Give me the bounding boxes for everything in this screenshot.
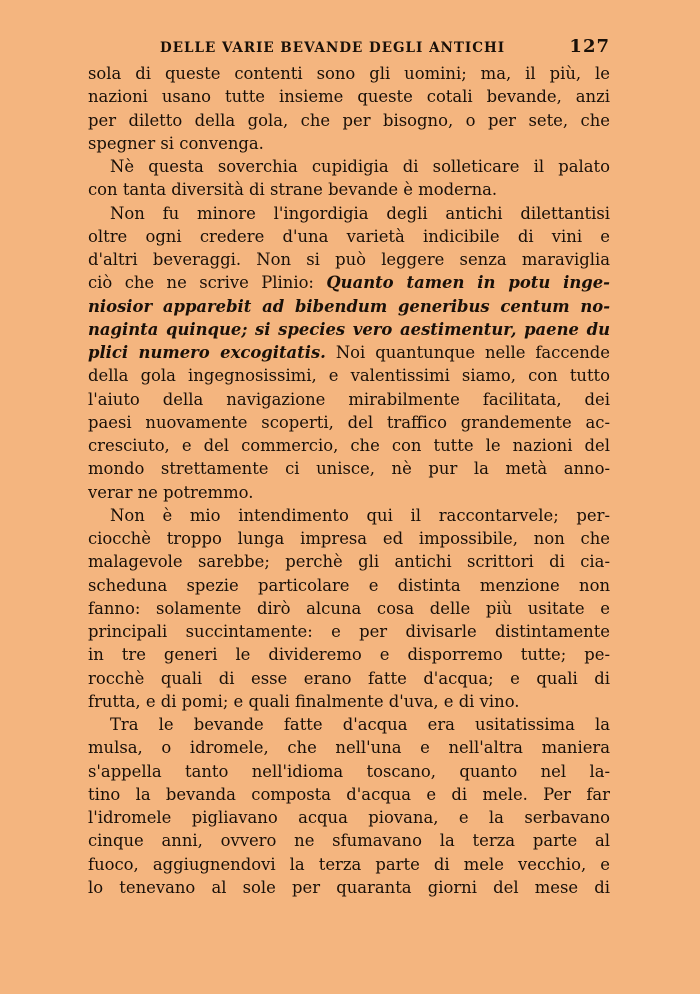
text-run: ciocchè troppo lunga impresa ed impossibile, non che (88, 529, 610, 548)
text-run: mulsa, o idromele, che nell'una e nell'altra maniera (88, 738, 610, 758)
text-line (88, 318, 610, 341)
text-line (88, 411, 610, 434)
latin-quote: plici numero excogitatis. (88, 343, 326, 362)
latin-quote: naginta quinque; si species vero aestimentur, paene du (88, 319, 610, 339)
text-run: Noi quantunque nelle faccende (325, 343, 610, 362)
text-run: verar ne potremmo. (88, 482, 254, 502)
text-run: scheduna spezie particolare e distinta menzione non (88, 575, 610, 595)
text-line (88, 271, 610, 294)
text-run: nazioni usano tutte insieme queste cotali bevande, anzi (88, 87, 610, 107)
text-run: della gola ingegnosissimi, e valentissimi siamo, con tutto (88, 366, 610, 386)
text-line (88, 62, 610, 85)
text-line (88, 202, 610, 225)
text-run: l'aiuto della navigazione mirabilmente facilitata, dei (88, 389, 610, 409)
text-run: lo tenevano al sole per quaranta giorni del mese di (88, 877, 610, 897)
body-text (88, 62, 610, 899)
text-line (88, 667, 610, 690)
page-header (160, 38, 610, 60)
text-line (88, 574, 610, 597)
text-line (88, 597, 610, 620)
text-run: d'altri beveraggi. Non si può leggere senza maraviglia (88, 250, 610, 269)
text-line (88, 248, 610, 271)
text-line (88, 620, 610, 643)
text-line (88, 341, 610, 364)
text-run: oltre ogni credere d'una varietà indicibile di vini e (88, 226, 610, 246)
text-line (88, 783, 610, 806)
text-line (88, 295, 610, 318)
text-line (88, 388, 610, 411)
latin-quote: niosior apparebit ad bibendum generibus centum no- (88, 296, 610, 316)
latin-quote: Quanto tamen in potu inge- (326, 273, 610, 293)
text-run: paesi nuovamente scoperti, del traffico grandemente ac- (88, 412, 610, 432)
text-run: Tra le bevande fatte d'acqua era usitatissima la (110, 715, 610, 734)
text-run: cinque anni, ovvero ne sfumavano la terza parte al (88, 831, 610, 851)
text-run: tino la bevanda composta d'acqua e di mele. Per far (88, 784, 610, 804)
text-line (88, 178, 610, 201)
text-run: Non fu minore l'ingordigia degli antichi dilettantisi (110, 203, 610, 223)
text-run: in tre generi le divideremo e disporremo tutte; pe- (88, 645, 610, 665)
text-run: cresciuto, e del commercio, che con tutte le nazioni del (88, 436, 610, 455)
text-line (88, 225, 610, 248)
text-run: Nè questa soverchia cupidigia di solleticare il palato (110, 157, 610, 176)
text-line (88, 481, 610, 504)
running-title: DELLE VARIE BEVANDE DEGLI ANTICHI (160, 40, 506, 56)
page-number: 127 (569, 36, 610, 57)
text-line (88, 829, 610, 852)
text-run: s'appella tanto nell'idioma toscano, quanto nel la- (88, 761, 610, 781)
text-line (88, 132, 610, 155)
text-run: l'idromele pigliavano acqua piovana, e la serbavano (88, 808, 610, 827)
text-line (88, 853, 610, 876)
text-line (88, 504, 610, 527)
text-run: per diletto della gola, che per bisogno, o per sete, che (88, 110, 610, 130)
text-run: fuoco, aggiugnendovi la terza parte di mele vecchio, e (88, 854, 610, 874)
text-run: frutta, e di pomi; e quali finalmente d'uva, e di vino. (88, 691, 520, 711)
text-line (88, 690, 610, 713)
text-run: Non è mio intendimento qui il raccontarvele; per- (110, 505, 610, 525)
text-run: fanno: solamente dirò alcuna cosa delle più usitate e (88, 598, 610, 618)
text-line (88, 364, 610, 387)
text-run: rocchè quali di esse erano fatte d'acqua; e quali di (88, 668, 610, 688)
text-run: con tanta diversità di strane bevande è moderna. (88, 180, 498, 200)
text-run: malagevole sarebbe; perchè gli antichi scrittori di cia- (88, 552, 610, 572)
text-run: spegner si convenga. (88, 133, 264, 153)
text-line (88, 643, 610, 666)
text-run: sola di queste contenti sono gli uomini; ma, il più, le (88, 64, 610, 83)
text-line (88, 155, 610, 178)
text-run: ciò che ne scrive Plinio: (88, 273, 327, 293)
text-line (88, 109, 610, 132)
text-line (88, 760, 610, 783)
text-line (88, 736, 610, 759)
text-line (88, 527, 610, 550)
text-run: mondo strettamente ci unisce, nè pur la metà anno- (88, 459, 610, 479)
text-run: principali succintamente: e per divisarle distintamente (88, 622, 610, 641)
text-line (88, 434, 610, 457)
text-line (88, 876, 610, 899)
text-line (88, 713, 610, 736)
text-line (88, 550, 610, 573)
text-line (88, 457, 610, 480)
text-line (88, 806, 610, 829)
text-line (88, 85, 610, 108)
